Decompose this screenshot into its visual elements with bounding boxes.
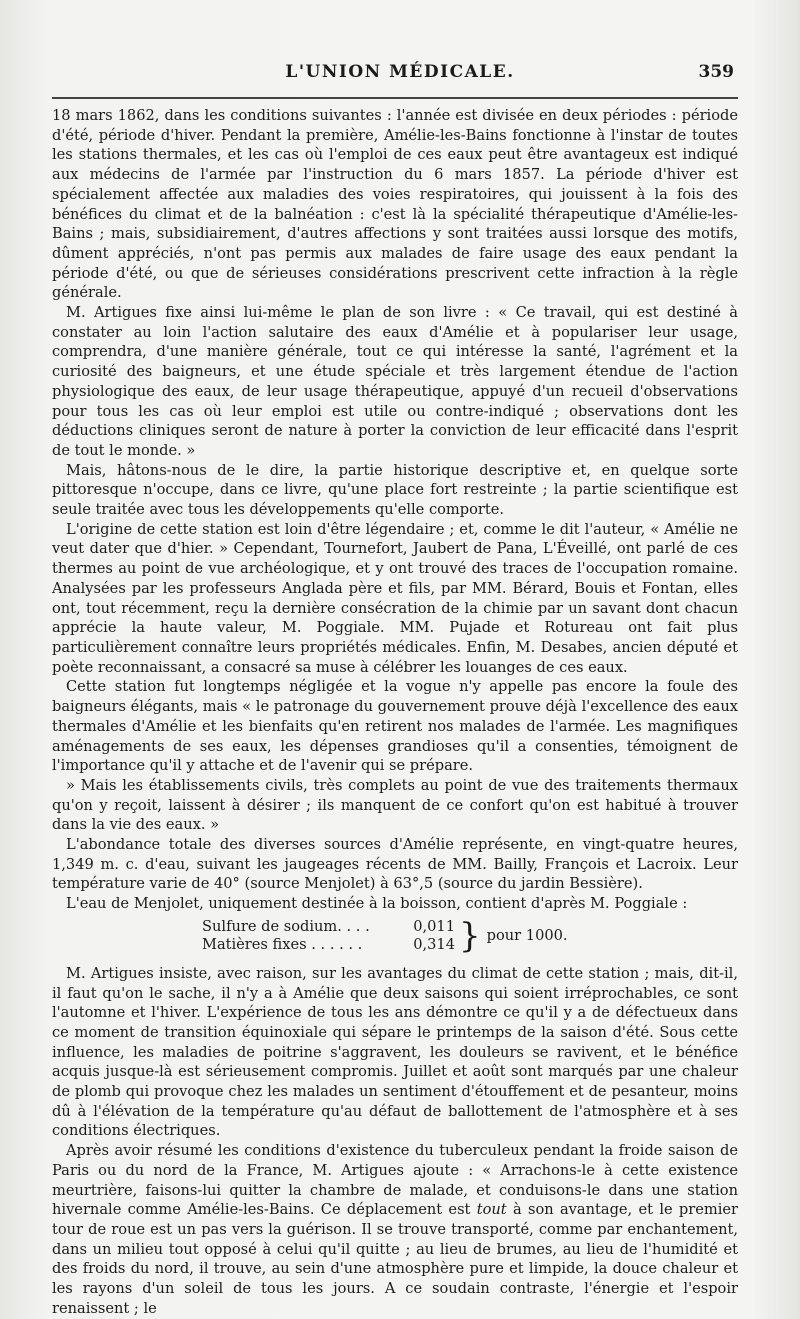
paragraph-text: à son avantage, et le premier tour de roue est un pas vers la guérison. Il se trouve transporté, comme par enchantement, dans un milieu tout opposé à celui qu'il quitte ; au lieu de brumes, au lieu de l'humidité et des froids du nord, il trouve, au sein d'une atmosphère pure et limpide, la douce chaleur et les rayons d'un soleil de tous les jours. A ce soudain contraste, l'énergie et l'espoir renaissent ; le: [52, 1201, 739, 1317]
substance-value: 0,011: [413, 917, 455, 935]
substance-name: Sulfure de sodium. . . .: [202, 917, 370, 935]
page-header: [0, 62, 800, 88]
composition-rows: [202, 918, 455, 954]
paragraph-text: Après avoir résumé les conditions d'existence du tuberculeux pendant la froide saison de Paris ou du nord de la France, M. Artigues ajoute : « Arrachons-le à cette existence meurtrière, faisons-lui quitter la chambre de malade, et conduisons-le dans une station hivernale comme Amélie-les-Bains. Ce déplacement est: [52, 1142, 738, 1219]
paragraph: M. Artigues insiste, avec raison, sur les avantages du climat de cette station ; mais, dit-il, il faut qu'on le sache, il n'y a à Amélie que deux saisons qui soient irréprochables, ce sont l'automne et l'hiver. L'expérience de tous les ans démontre ce qu'il y a de défectueux dans ce moment de transition équinoxiale qui sépare le printemps de la saison d'été. Sous cette influence, les maladies de poitrine s'aggravent, les douleurs se ravivent, et le bénéfice acquis jusque-là est sérieusement compromis. Juillet et août sont marqués par une chaleur de plomb qui provoque chez les malades un sentiment d'étouffement et de pesanteur, moins dû à l'élévation de la température qu'au défaut de ballottement de l'atmosphère et à ses conditions électriques.: [52, 964, 738, 1140]
running-title: L'UNION MÉDICALE.: [285, 62, 515, 82]
paragraph: Mais, hâtons-nous de le dire, la partie historique descriptive et, en quelque sorte pittoresque n'occupe, dans ce livre, qu'une place fort restreinte ; la partie scientifique est seule traitée avec tous les développements qu'elle comporte.: [52, 461, 738, 519]
header-rule: [52, 97, 738, 99]
paragraph: L'abondance totale des diverses sources d'Amélie représente, en vingt-quatre heures, 1,349 m. c. d'eau, suivant les jaugeages récents de MM. Bailly, François et Lacroix. Leur température varie de 40° (source Menjolet) à 63°,5 (source du jardin Bessière).: [52, 836, 738, 893]
composition-table: [202, 915, 738, 956]
paragraph: » Mais les établissements civils, très complets au point de vue des traitements thermaux qu'on y reçoit, laissent à désirer ; ils manquent de ce confort qu'on est habitué à trouver dans la vie des eaux. »: [52, 776, 738, 834]
substance-value: 0,314: [413, 935, 455, 953]
emphasis-text: tout: [476, 1201, 507, 1219]
substance-name: Matières fixes . . . . . .: [202, 935, 363, 953]
paragraph: L'eau de Menjolet, uniquement destinée à la boisson, contient d'après M. Poggiale :: [66, 895, 688, 913]
paragraph: [52, 1141, 738, 1318]
composition-unit: pour 1000.: [486, 926, 568, 944]
table-row: [202, 918, 455, 936]
paragraph: 18 mars 1862, dans les conditions suivantes : l'année est divisée en deux périodes : période d'été, période d'hiver. Pendant la première, Amélie-les-Bains fonctionne à l'instar de toutes les stations thermales, et les cas où l'emploi de ces eaux peut être avantageux est indiqué aux médecins de l'armée par l'instruction du 6 mars 1857. La période d'hiver est spécialement affectée aux maladies des voies respiratoires, qui jouissent à la fois des bénéfices du climat et de la balnéation : c'est là la spécialité thérapeutique d'Amélie-les-Bains ; mais, subsidiairement, d'autres affections y sont traitées aussi lorsque des motifs, dûment appréciés, n'ont pas permis aux malades de faire usage des eaux pendant la période d'été, ou que de sérieuses considérations prescrivent cette infraction à la règle générale.: [52, 107, 738, 302]
paragraph: L'origine de cette station est loin d'être légendaire ; et, comme le dit l'auteur, « Amélie ne veut dater que d'hier. » Cependant, Tournefort, Jaubert de Pana, L'Éveillé, ont parlé de ces thermes au point de vue archéologique, et y ont trouvé des traces de l'occupation romaine. Analysées par les professeurs Anglada père et fils, par MM. Bérard, Bouis et Fontan, elles ont, tout récemment, reçu la dernière consécration de la chimie par un savant dont chacun apprécie la haute valeur, M. Poggiale. MM. Pujade et Rotureau ont fait plus particulièrement connaître leurs propriétés médicales. Enfin, M. Desabes, ancien député et poète reconnaissant, a consacré sa muse à célébrer les louanges de ces eaux.: [52, 520, 738, 676]
page-number: 359: [698, 62, 734, 82]
paragraph: M. Artigues fixe ainsi lui-même le plan de son livre : « Ce travail, qui est destiné à constater au loin l'action salutaire des eaux d'Amélie et à populariser leur usage, comprendra, d'une manière générale, tout ce qui intéresse la santé, l'agrément et la curiosité des baigneurs, et une étude spéciale et très largement étendue de l'action physiologique des eaux, de leur usage thérapeutique, appuyé d'un recueil d'observations pour tous les cas où leur emploi est utile ou contre-indiqué ; observations dont les déductions cliniques seront de nature à porter la conviction de leur efficacité dans l'esprit de tout le monde. »: [52, 304, 738, 459]
article-body: [52, 106, 738, 1318]
table-row: [202, 936, 455, 954]
paragraph: Cette station fut longtemps négligée et la vogue n'y appelle pas encore la foule des baigneurs élégants, mais « le patronage du gouvernement prouve déjà l'excellence des eaux thermales d'Amélie et les bienfaits qu'en retirent nos malades de l'armée. Les magnifiques aménagements de ses eaux, les dépenses grandioses qu'il a consenties, témoignent de l'importance qu'il y attache et de l'avenir qui se prépare.: [52, 678, 738, 775]
brace-icon: }: [459, 915, 481, 956]
